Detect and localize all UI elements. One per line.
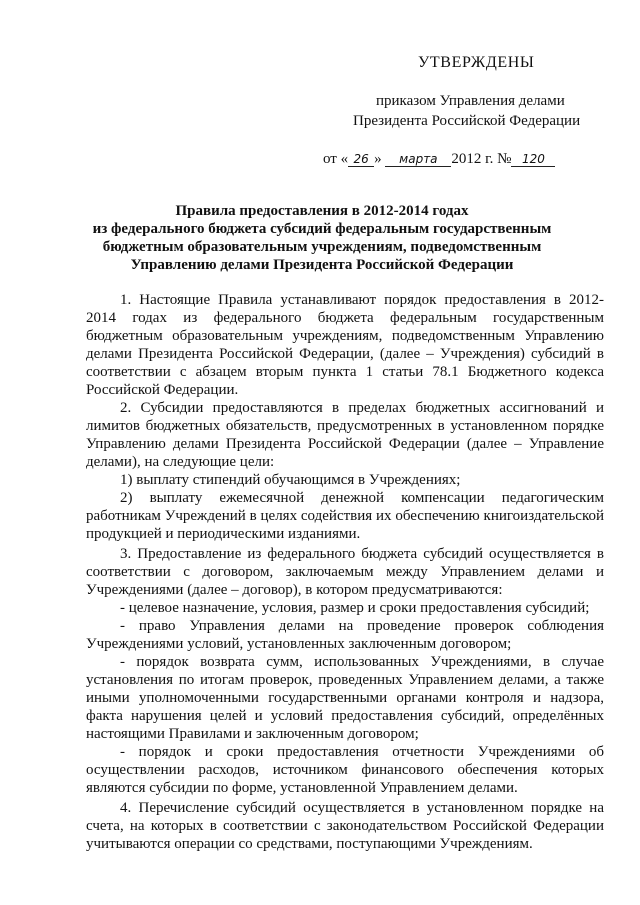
date-prefix: от « (323, 151, 349, 167)
title-line: бюджетным образовательным учреждениям, подведомственным (102, 239, 542, 255)
order-date-line (323, 151, 555, 168)
order-line-1: приказом Управления делами (376, 93, 565, 109)
title-line: Управлению делами Президента Российской Федерации (130, 257, 514, 273)
document-body (86, 291, 604, 853)
title-line: Правила предоставления в 2012-2014 годах (175, 203, 469, 219)
paragraph-3-dash-2: - право Управления делами на проведение проверок соблюдения Учреждениями условий, установленных заключенным договором; (86, 618, 604, 652)
paragraph-3-dash-3: - порядок возврата сумм, использованных Учреждениями, в случае установления по итогам проверок, проведенных Управлением делами, а также иными уполномоченными государственными органами контроля и надзора, факта нарушения целей и условий предоставления субсидий, определённых настоящими Правилами и заключенным договором; (86, 654, 604, 742)
handwritten-month: марта (385, 152, 451, 167)
document-title (62, 202, 582, 274)
paragraph-3-dash-1: - целевое назначение, условия, размер и сроки предоставления субсидий; (120, 600, 590, 616)
handwritten-day: 26 (348, 152, 374, 167)
title-line: из федерального бюджета субсидий федеральным государственным (92, 221, 552, 237)
paragraph-2-item-1: 1) выплату стипендий обучающимся в Учреждениях; (120, 472, 461, 488)
year-and-number-label: 2012 г. № (451, 151, 512, 167)
handwritten-order-number: 120 (511, 152, 555, 167)
paragraph-3-dash-4: - порядок и сроки предоставления отчетности Учреждениями об осуществлении расходов, источником финансового обеспечения которых являются субсидии по форме, установленной Управлением делами. (86, 744, 604, 796)
paragraph-1: 1. Настоящие Правила устанавливают порядок предоставления в 2012-2014 годах из федерального бюджета федеральным государственным бюджетным образовательным учреждениям, подведомственным Управлению делами Президента Российской Федерации, (далее – Учреждения) субсидий в соответствии с абзацем вторым пункта 1 статьи 78.1 Бюджетного кодекса Российской Федерации. (86, 292, 604, 398)
paragraph-4: 4. Перечисление субсидий осуществляется в установленном порядке на счета, на которых в соответствии с законодательством Российской Федерации учитываются операции со средствами, поступающими Учреждениям. (86, 800, 604, 852)
date-close-quote: » (374, 151, 382, 167)
paragraph-3: 3. Предоставление из федерального бюджета субсидий осуществляется в соответствии с договором, заключаемым между Управлением делами и Учреждениями (далее – договор), в котором предусматриваются: (86, 546, 604, 598)
paragraph-2-item-2: 2) выплату ежемесячной денежной компенсации педагогическим работникам Учреждений в целях содействия их обеспечению книгоиздательской продукцией и периодическими изданиями. (86, 490, 604, 542)
order-line-2: Президента Российской Федерации (353, 113, 581, 129)
paragraph-2: 2. Субсидии предоставляются в пределах бюджетных ассигнований и лимитов бюджетных обязательств, предусмотренных в установленном порядке Управлению делами Президента Российской Федерации (далее – Управление делами), на следующие цели: (86, 400, 604, 470)
approved-heading: УТВЕРЖДЕНЫ (418, 54, 535, 71)
